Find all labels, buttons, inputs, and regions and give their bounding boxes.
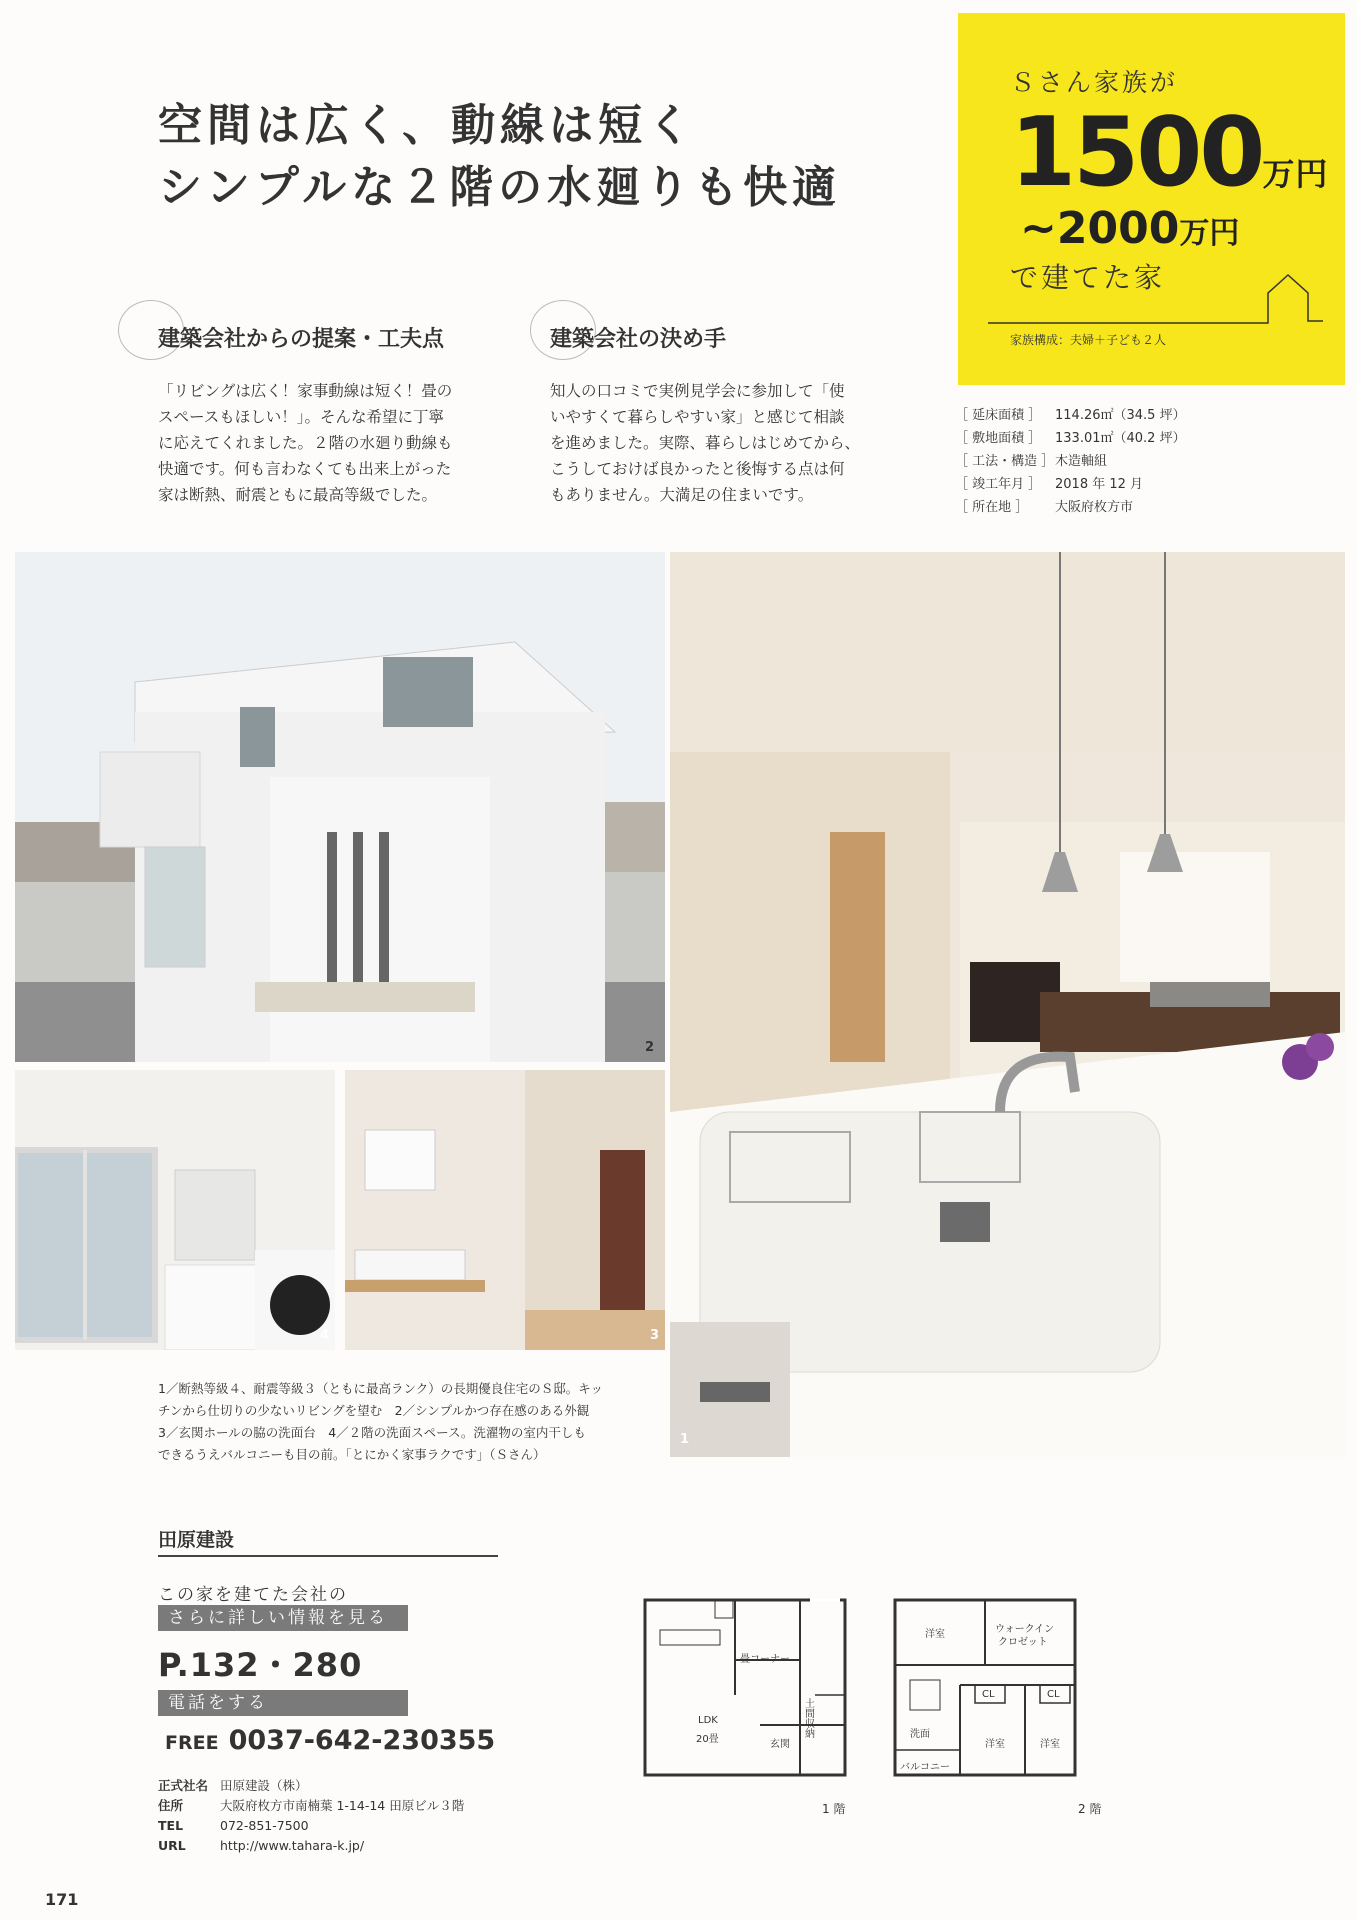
kitchen-illustration (670, 552, 1345, 1457)
info-label[interactable]: URL (158, 1838, 186, 1853)
room-cl-1: CL (982, 1689, 995, 1700)
headline-line-1: 空間は広く、動線は短く (158, 100, 697, 151)
photo-number: 2 (645, 1040, 655, 1055)
spec-row (955, 473, 1186, 496)
price-range-value: ~2000 (1020, 203, 1180, 254)
spec-label: ［ 竣工年月 ］ (955, 477, 1042, 492)
room-western-3: 洋室 (1040, 1739, 1060, 1750)
spec-value: 2018 年 12 月 (1055, 477, 1144, 492)
spec-label: ［ 所在地 ］ (955, 500, 1029, 515)
floor-2-label: 2 階 (1078, 1802, 1102, 1816)
spec-label: ［ 敷地面積 ］ (955, 431, 1042, 446)
free-dial[interactable] (165, 1725, 495, 1756)
page-number: 171 (45, 1890, 79, 1909)
company-divider (158, 1555, 498, 1557)
info-value: 田原建設（株） (220, 1778, 308, 1793)
info-label: TEL (158, 1818, 184, 1833)
free-dial-label: FREE (165, 1732, 219, 1754)
price-box (958, 13, 1345, 385)
company-info (158, 1776, 464, 1856)
spec-value: 133.01㎡（40.2 坪） (1055, 431, 1186, 446)
proposal-line: 家は断熱、耐震ともに最高等級でした。 (158, 486, 438, 504)
photo-entrance-washbasin (345, 1070, 665, 1350)
info-value: 大阪府枚方市南楠葉 1-14-14 田原ビル３階 (220, 1798, 465, 1813)
family-composition: 家族構成：夫婦＋子ども２人 (1010, 333, 1167, 347)
floor-1-label: 1 階 (822, 1802, 846, 1816)
spec-list (955, 404, 1186, 519)
caption-line: チンから仕切りの少ないリビングを望む 2／シンプルかつ存在感のある外観 (158, 1403, 590, 1418)
proposal-line: スペースもほしい！」。そんな希望に丁寧 (158, 408, 444, 426)
room-western-1: 洋室 (925, 1629, 945, 1640)
photo-number: 4 (320, 1328, 330, 1343)
price-main-unit: 万円 (1262, 155, 1329, 193)
spec-row (955, 496, 1186, 519)
price-main-value: 1500 (1010, 98, 1263, 208)
photo-washroom-2f (15, 1070, 335, 1350)
decision-line: こうしておけば良かったと後悔する点は何 (550, 460, 845, 478)
spec-row (955, 450, 1186, 473)
washroom-illustration (15, 1070, 335, 1350)
decision-line: 知人の口コミで実例見学会に参加して「使 (550, 382, 845, 400)
headline (158, 95, 841, 219)
decision-body (550, 378, 860, 508)
photo-number: 3 (650, 1328, 660, 1343)
info-value: 072-851-7500 (220, 1818, 309, 1833)
decision-line: を進めました。実際、暮らしはじめてから、 (550, 434, 861, 452)
price-box-family-label: Ｓさん家族が (1010, 68, 1179, 97)
spec-value: 大阪府枚方市 (1055, 500, 1134, 515)
photo-number: 1 (680, 1432, 690, 1447)
room-entrance: 玄関 (770, 1739, 790, 1750)
room-storage: 土間収納 (805, 1699, 815, 1740)
photo-caption (158, 1378, 658, 1466)
spec-row (955, 404, 1186, 427)
floor-plan-2f (890, 1595, 1100, 1785)
room-tatami: 畳コーナー (740, 1654, 790, 1665)
room-closet: クロゼット (998, 1637, 1048, 1648)
caption-line: 3／玄関ホールの脇の洗面台 4／２階の洗面スペース。洗濯物の室内干しも (158, 1425, 586, 1440)
company-name: 田原建設 (158, 1529, 235, 1551)
price-range (1020, 203, 1239, 254)
spec-label: ［ 延床面積 ］ (955, 408, 1042, 423)
photo-exterior (15, 552, 665, 1062)
room-ldk: LDK (698, 1715, 718, 1726)
company-url-link[interactable]: http://www.tahara-k.jp/ (220, 1838, 365, 1853)
caption-line: できるうえバルコニーも目の前。「とにかく家事ラクです」（Ｓさん） (158, 1447, 546, 1462)
decision-line: もありません。大満足の住まいです。 (550, 486, 814, 504)
exterior-house-illustration (15, 552, 665, 1062)
room-balcony: バルコニー (900, 1762, 950, 1773)
room-cl-2: CL (1047, 1689, 1060, 1700)
entrance-illustration (345, 1070, 665, 1350)
more-info-bar[interactable]: さらに詳しい情報を見る (158, 1605, 408, 1631)
room-western-2: 洋室 (985, 1739, 1005, 1750)
room-ldk-size: 20畳 (696, 1734, 719, 1745)
decision-title: 建築会社の決め手 (550, 327, 727, 352)
info-label: 住所 (158, 1798, 184, 1813)
photo-kitchen-ldk (670, 552, 1345, 1457)
call-bar[interactable]: 電話をする (158, 1690, 408, 1716)
company-info-row (158, 1836, 464, 1856)
proposal-line: に応えてくれました。２階の水廻り動線も (158, 434, 453, 452)
spec-value: 114.26㎡（34.5 坪） (1055, 408, 1186, 423)
price-box-built-label: で建てた家 (1010, 261, 1166, 294)
proposal-body (158, 378, 453, 508)
floor-plan-1f-drawing (640, 1595, 850, 1785)
page-reference[interactable]: P.132・280 (158, 1646, 363, 1684)
proposal-title: 建築会社からの提案・工夫点 (158, 327, 445, 352)
price-range-unit: 万円 (1179, 216, 1240, 251)
info-label: 正式社名 (158, 1778, 209, 1793)
proposal-line: 「リビングは広く！家事動線は短く！畳の (158, 382, 453, 400)
decision-line: いやすくて暮らしやすい家」と感じて相談 (550, 408, 845, 426)
spec-row (955, 427, 1186, 450)
company-info-row (158, 1816, 464, 1836)
free-dial-number: 0037-642-230355 (228, 1725, 496, 1756)
company-info-row (158, 1776, 464, 1796)
room-walkin: ウォークイン (995, 1624, 1055, 1635)
floor-plan-1f (640, 1595, 850, 1785)
room-washroom: 洗面 (910, 1729, 930, 1740)
built-by-label: この家を建てた会社の (158, 1585, 348, 1605)
spec-value: 木造軸組 (1055, 454, 1108, 469)
proposal-line: 快適です。何も言わなくても出来上がった (158, 460, 452, 478)
company-info-row (158, 1796, 464, 1816)
caption-line: 1／断熱等級４、耐震等級３（ともに最高ランク）の長期優良住宅のＳ邸。キッ (158, 1381, 603, 1396)
spec-label: ［ 工法・構造 ］ (955, 454, 1055, 469)
house-outline-icon (988, 263, 1328, 333)
headline-line-2: シンプルな２階の水廻りも快適 (158, 162, 842, 213)
